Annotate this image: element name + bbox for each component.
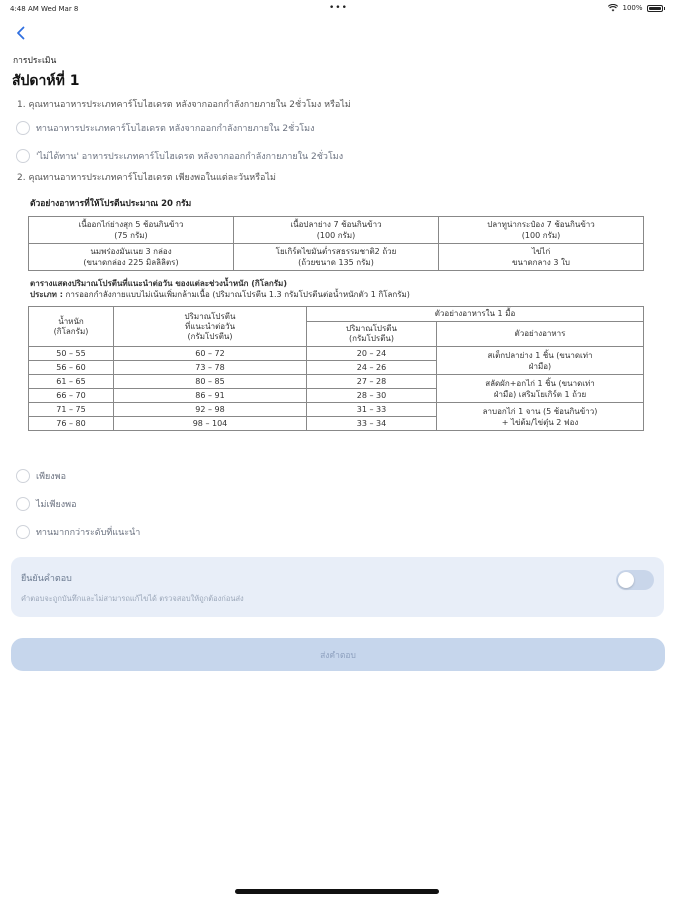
- food-name: ปลาทูน่ากระป๋อง 7 ช้อนกินข้าว: [487, 220, 595, 229]
- col-header-daily-protein: [114, 307, 307, 347]
- weight-cell: 66 – 70: [29, 389, 114, 403]
- food-amount: (ถ้วยขนาด 135 กรัม): [298, 258, 374, 267]
- option-label: 'ไม่ได้ทาน' อาหารประเภทคาร์โบไฮเดรต หลังจากออกกำลังกายภายใน 2ชั่วโมง: [36, 152, 344, 162]
- q1-option-not-ate[interactable]: [16, 149, 343, 163]
- radio-button[interactable]: [16, 149, 30, 163]
- food-amount: (100 กรัม): [316, 231, 356, 240]
- battery-icon: [647, 5, 663, 12]
- header-text: ที่แนะนำต่อวัน: [184, 321, 236, 331]
- food-name: โยเกิร์ตไขมันต่ำรสธรรมชาติ2 ถ้วย: [275, 247, 397, 256]
- radio-button[interactable]: [16, 497, 30, 511]
- page-title: สัปดาห์ที่ 1: [12, 73, 80, 89]
- meal-protein-cell: 27 – 28: [307, 375, 437, 389]
- figure-title: ตัวอย่างอาหารที่ให้โปรตีนประมาณ 20 กรัม: [30, 199, 192, 209]
- food-name: เนื้ออกไก่ย่างสุก 5 ช้อนกินข้าว: [78, 220, 184, 229]
- header-text: น้ำหนัก: [58, 316, 84, 326]
- food-cell: [439, 217, 644, 244]
- daily-protein-cell: 80 – 85: [114, 375, 307, 389]
- meal-food-text: ฝ่ามือ): [528, 361, 552, 371]
- header-unit: (กิโลกรัม): [53, 326, 89, 336]
- meal-protein-cell: 31 – 33: [307, 403, 437, 417]
- protein-table: [28, 306, 644, 431]
- confirm-title: ยืนยันคำตอบ: [21, 574, 72, 584]
- confirm-toggle[interactable]: [616, 570, 654, 590]
- daily-protein-cell: 92 – 98: [114, 403, 307, 417]
- radio-button[interactable]: [16, 121, 30, 135]
- q2-option-too-much[interactable]: [16, 525, 140, 539]
- battery-percent: 100%: [622, 4, 643, 12]
- option-label: ไม่เพียงพอ: [36, 500, 77, 510]
- food-amount: (100 กรัม): [521, 231, 561, 240]
- meal-protein-cell: 24 – 26: [307, 361, 437, 375]
- weight-cell: 76 – 80: [29, 417, 114, 431]
- home-indicator[interactable]: [235, 889, 439, 894]
- status-bar: [0, 0, 675, 18]
- food-amount: (ขนาดกล่อง 225 มิลลิลิตร): [83, 258, 179, 267]
- radio-button[interactable]: [16, 525, 30, 539]
- meal-food-text: สเต็กปลาย่าง 1 ชิ้น (ขนาดเท่า: [487, 350, 593, 360]
- table-row: [29, 217, 644, 244]
- radio-button[interactable]: [16, 469, 30, 483]
- note-label: ประเภท :: [30, 290, 63, 299]
- food-example-table: [28, 216, 644, 271]
- food-amount: ขนาดกลาง 3 ใบ: [512, 258, 570, 267]
- option-label: ทานอาหารประเภทคาร์โบไฮเดรต หลังจากออกกำลังกายภายใน 2ชั่วโมง: [36, 124, 315, 134]
- chevron-left-icon: [16, 26, 25, 40]
- q2-option-not-enough[interactable]: [16, 497, 76, 511]
- toggle-knob: [618, 572, 634, 588]
- food-name: เนื้อปลาย่าง 7 ช้อนกินข้าว: [290, 220, 382, 229]
- q1-option-ate[interactable]: [16, 121, 314, 135]
- submit-button[interactable]: ส่งคำตอบ: [11, 638, 665, 671]
- header-unit: (กรัมโปรตีน): [349, 334, 394, 343]
- col-header-meal-protein: [307, 322, 437, 347]
- food-cell: [439, 244, 644, 271]
- food-name: ไข่ไก่: [531, 247, 551, 256]
- col-header-meal-example: ตัวอย่างอาหารใน 1 มื้อ: [307, 307, 644, 322]
- meal-protein-cell: 33 – 34: [307, 417, 437, 431]
- header-unit: (กรัมโปรตีน): [187, 331, 233, 341]
- meal-food-text: ฝ่ามือ) เสริมโยเกิร์ต 1 ถ้วย: [493, 389, 587, 399]
- meal-food-text: ลาบอกไก่ 1 จาน (5 ช้อนกินข้าว): [482, 406, 598, 416]
- daily-protein-cell: 98 – 104: [114, 417, 307, 431]
- daily-protein-cell: 73 – 78: [114, 361, 307, 375]
- daily-protein-cell: 60 – 72: [114, 347, 307, 361]
- status-time: 4:48 AM Wed Mar 8: [10, 5, 79, 13]
- meal-food-cell: [437, 347, 644, 375]
- weight-cell: 61 – 65: [29, 375, 114, 389]
- food-cell: [234, 244, 439, 271]
- food-amount: (75 กรัม): [114, 231, 148, 240]
- protein-reference-figure: [28, 196, 644, 448]
- table-row: [29, 244, 644, 271]
- meal-protein-cell: 28 – 30: [307, 389, 437, 403]
- status-indicators: [608, 4, 665, 12]
- section-label: การประเมิน: [13, 56, 57, 66]
- food-cell: [29, 217, 234, 244]
- header-text: ปริมาณโปรตีน: [184, 311, 236, 321]
- meal-food-cell: [437, 403, 644, 431]
- protein-table-note: [30, 288, 410, 301]
- col-header-meal-food: ตัวอย่างอาหาร: [437, 322, 644, 347]
- meal-protein-cell: 20 – 24: [307, 347, 437, 361]
- header-text: ปริมาณโปรตีน: [346, 324, 397, 333]
- note-text: การออกกำลังกายแบบไม่เน้นเพิ่มกล้ามเนื้อ (ปริมาณโปรตีน 1.3 กรัมโปรตีนต่อน้ำหนักตัว 1 กิโลกรัม): [62, 290, 410, 299]
- table-row: [29, 347, 644, 361]
- multitask-dots: •••: [329, 3, 348, 13]
- table-row: [29, 403, 644, 417]
- option-label: เพียงพอ: [36, 472, 67, 482]
- food-cell: [234, 217, 439, 244]
- confirm-card: [11, 557, 664, 617]
- col-header-weight: [29, 307, 114, 347]
- question-2: 2. คุณทานอาหารประเภทคาร์โบไฮเดรต เพียงพอในแต่ละวันหรือไม่: [17, 173, 276, 183]
- wifi-icon: [608, 4, 618, 12]
- meal-food-text: สลัดผัก+อกไก่ 1 ชิ้น (ขนาดเท่า: [485, 378, 595, 388]
- back-button[interactable]: [12, 25, 28, 41]
- confirm-description: คำตอบจะถูกบันทึกและไม่สามารถแก้ไขได้ ตรวจสอบให้ถูกต้องก่อนส่ง: [21, 594, 244, 603]
- weight-cell: 50 – 55: [29, 347, 114, 361]
- table-row: [29, 375, 644, 389]
- food-cell: [29, 244, 234, 271]
- option-label: ทานมากกว่าระดับที่แนะนำ: [36, 528, 141, 538]
- table-header-row: [29, 307, 644, 322]
- question-1: 1. คุณทานอาหารประเภทคาร์โบไฮเดรต หลังจากออกกำลังกายภายใน 2ชั่วโมง หรือไม่: [17, 100, 351, 110]
- weight-cell: 71 – 75: [29, 403, 114, 417]
- q2-option-enough[interactable]: [16, 469, 66, 483]
- battery-cap: [664, 7, 666, 10]
- meal-food-text: + ไข่ต้ม/ไข่ตุ๋น 2 ฟอง: [501, 417, 579, 427]
- daily-protein-cell: 86 – 91: [114, 389, 307, 403]
- meal-food-cell: [437, 375, 644, 403]
- weight-cell: 56 – 60: [29, 361, 114, 375]
- food-name: นมพร่องมันเนย 3 กล่อง: [90, 247, 172, 256]
- protein-table-title: ตารางแสดงปริมาณโปรตีนที่แนะนำต่อวัน ของแต่ละช่วงน้ำหนัก (กิโลกรัม): [30, 279, 287, 288]
